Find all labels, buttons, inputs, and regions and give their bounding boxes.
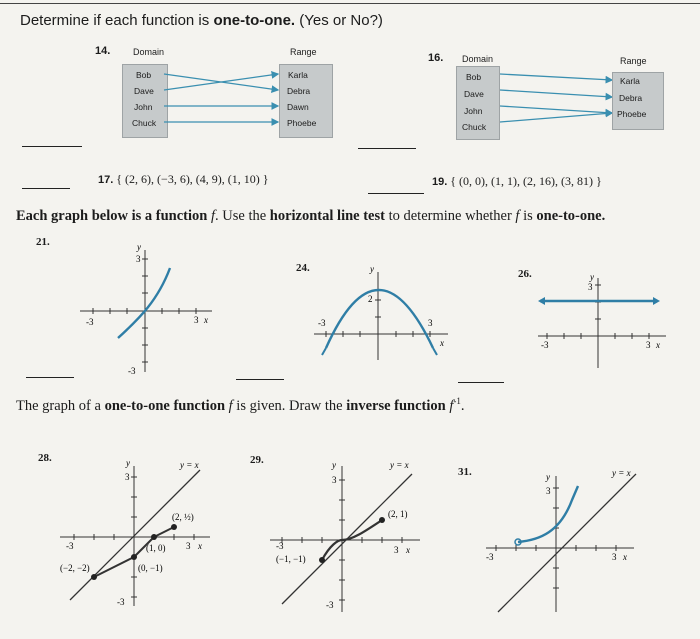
- p16-domain-3: Chuck: [462, 122, 487, 132]
- p16-range-1: Debra: [619, 93, 643, 103]
- p16-domain-label: Domain: [462, 54, 494, 64]
- graph-24-number: 24.: [296, 262, 310, 274]
- graph-29-number: 29.: [250, 454, 264, 466]
- p14-domain-3: Chuck: [132, 118, 157, 128]
- graph-28-number: 28.: [38, 452, 52, 464]
- g26-x-pos: 3: [646, 340, 651, 350]
- g29-line-label: y = x: [390, 460, 409, 470]
- g26-y-tick: 3: [588, 282, 593, 292]
- p14-domain-label: Domain: [133, 47, 165, 57]
- g24-y-tick: 2: [368, 294, 373, 304]
- p16-domain-2: John: [464, 106, 483, 116]
- g21-y-label: y: [137, 242, 141, 252]
- g31-x-neg: -3: [486, 552, 494, 562]
- g21-x-pos: 3: [194, 315, 199, 325]
- p14-range-2: Dawn: [287, 102, 309, 112]
- graph-31-number: 31.: [458, 466, 472, 478]
- g29-y-label: y: [332, 460, 336, 470]
- heading: Determine if each function is one-to-one. (Yes or No?): [20, 12, 383, 29]
- g24-y-label: y: [370, 264, 374, 274]
- section-2-instructions: Each graph below is a function f. Use the horizontal line test to determine whether f is one-to-one.: [16, 208, 606, 224]
- graph-26-number: 26.: [518, 268, 532, 280]
- p14-range-1: Debra: [287, 86, 311, 96]
- problem-19: 19. { (0, 0), (1, 1), (2, 16), (3, 81) }: [432, 174, 602, 188]
- g29-x-label: x: [406, 545, 410, 555]
- g31-x-pos: 3: [612, 552, 617, 562]
- g29-point-2: (−1, −1): [276, 554, 306, 564]
- problem-17: 17. { (2, 6), (−3, 6), (4, 9), (1, 10) }: [98, 172, 269, 186]
- g29-y-neg: -3: [326, 600, 334, 610]
- g28-point-2: (1, 0): [146, 543, 166, 553]
- p14-range-3: Phoebe: [287, 118, 317, 128]
- g26-x-neg: -3: [541, 340, 549, 350]
- p14-range-label: Range: [290, 47, 317, 57]
- g29-y-tick: 3: [332, 475, 337, 485]
- section-3-instructions: The graph of a one-to-one function f is given. Draw the inverse function $f^{-1}$.: [16, 396, 465, 414]
- g24-x-neg: -3: [318, 318, 326, 328]
- p14-domain-0: Bob: [136, 70, 152, 80]
- g28-x-pos: 3: [186, 541, 191, 551]
- g31-x-label: x: [623, 552, 627, 562]
- p14-range-0: Karla: [288, 70, 308, 80]
- g28-y-tick: 3: [125, 472, 130, 482]
- p16-range-2: Phoebe: [617, 109, 647, 119]
- g21-x-neg: -3: [86, 317, 94, 327]
- p14-domain-1: Dave: [134, 86, 154, 96]
- g21-x-label: x: [204, 315, 208, 325]
- graph-21-number: 21.: [36, 236, 50, 248]
- problem-16-number: 16.: [428, 52, 444, 64]
- problem-14-number: 14.: [95, 45, 111, 57]
- p14-domain-2: John: [134, 102, 153, 112]
- g28-x-label: x: [198, 541, 202, 551]
- g28-x-neg: -3: [66, 541, 74, 551]
- g28-y-label: y: [126, 458, 130, 468]
- g21-y-neg: -3: [128, 366, 136, 376]
- g21-y-tick: 3: [136, 254, 141, 264]
- g28-point-4: (−2, −2): [60, 563, 90, 573]
- g29-x-pos: 3: [394, 545, 399, 555]
- g24-x-pos: 3: [428, 318, 433, 328]
- g26-y-label: y: [590, 272, 594, 282]
- g28-point-1: (2, ½): [172, 512, 194, 522]
- g29-point-1: (2, 1): [388, 509, 408, 519]
- g28-y-neg: -3: [117, 597, 125, 607]
- g26-x-label: x: [656, 340, 660, 350]
- g31-y-tick: 3: [546, 486, 551, 496]
- g31-line-label: y = x: [612, 468, 631, 478]
- p16-range-label: Range: [620, 56, 647, 66]
- g24-x-label: x: [440, 338, 444, 348]
- p16-domain-0: Bob: [466, 72, 482, 82]
- g28-point-3: (0, −1): [138, 563, 163, 573]
- p16-domain-1: Dave: [464, 89, 484, 99]
- p16-range-0: Karla: [620, 76, 640, 86]
- g29-x-neg: -3: [276, 541, 284, 551]
- g28-line-label: y = x: [180, 460, 199, 470]
- g31-y-label: y: [546, 472, 550, 482]
